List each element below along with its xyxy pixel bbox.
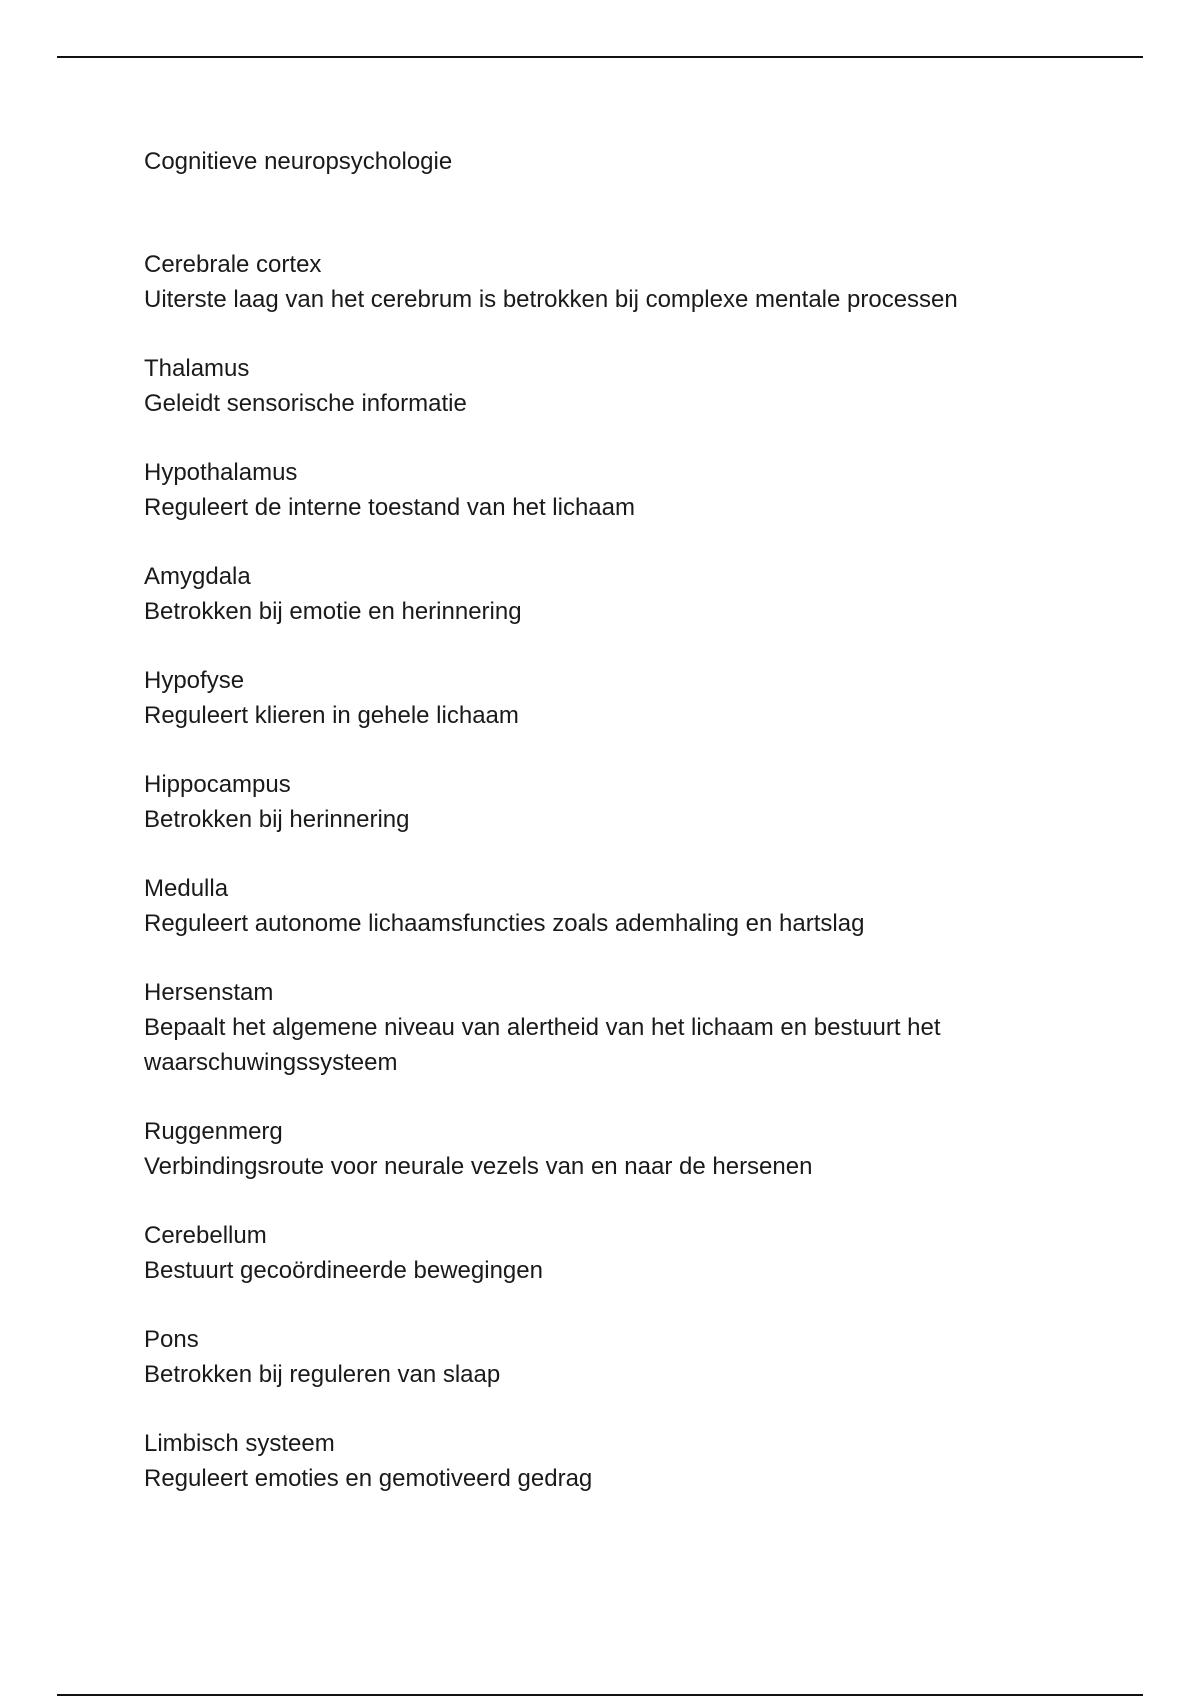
entry-medulla xyxy=(144,871,1044,941)
entry-term: Thalamus xyxy=(144,355,250,382)
document-body xyxy=(144,144,1044,1530)
entry-cerebrale-cortex xyxy=(144,247,1044,317)
entry-definition: Betrokken bij reguleren van slaap xyxy=(144,1361,501,1388)
entry-hersenstam xyxy=(144,975,1044,1080)
entry-term: Cerebrale cortex xyxy=(144,251,322,278)
entry-term: Amygdala xyxy=(144,563,251,590)
bottom-divider xyxy=(57,1694,1143,1696)
entry-ruggenmerg xyxy=(144,1114,1044,1184)
entry-definition: Betrokken bij emotie en herinnering xyxy=(144,598,522,625)
entry-cerebellum xyxy=(144,1218,1044,1288)
entry-definition: Reguleert de interne toestand van het lichaam xyxy=(144,494,635,521)
entry-definition: Uiterste laag van het cerebrum is betrokken bij complexe mentale processen xyxy=(144,286,958,313)
entry-definition: Verbindingsroute voor neurale vezels van en naar de hersenen xyxy=(144,1153,813,1180)
top-divider xyxy=(57,56,1143,58)
entry-pons xyxy=(144,1322,1044,1392)
entry-amygdala xyxy=(144,559,1044,629)
entry-definition: Bepaalt het algemene niveau van alertheid van het lichaam en bestuurt het waarschuwingssysteem xyxy=(144,1014,941,1076)
entry-definition: Betrokken bij herinnering xyxy=(144,806,410,833)
entry-definition: Reguleert emoties en gemotiveerd gedrag xyxy=(144,1465,593,1492)
entry-hippocampus xyxy=(144,767,1044,837)
entry-term: Cerebellum xyxy=(144,1222,267,1249)
entry-term: Medulla xyxy=(144,875,229,902)
entry-definition: Reguleert autonome lichaamsfuncties zoals ademhaling en hartslag xyxy=(144,910,865,937)
entry-limbisch-systeem xyxy=(144,1426,1044,1496)
entry-term: Hersenstam xyxy=(144,979,274,1006)
entry-term: Limbisch systeem xyxy=(144,1430,335,1457)
document-title: Cognitieve neuropsychologie xyxy=(144,148,453,175)
entry-term: Pons xyxy=(144,1326,199,1353)
entry-term: Hypothalamus xyxy=(144,459,298,486)
entry-definition: Bestuurt gecoördineerde bewegingen xyxy=(144,1257,543,1284)
entry-definition: Geleidt sensorische informatie xyxy=(144,390,467,417)
entry-hypofyse xyxy=(144,663,1044,733)
entry-hypothalamus xyxy=(144,455,1044,525)
entry-definition: Reguleert klieren in gehele lichaam xyxy=(144,702,519,729)
entry-term: Hippocampus xyxy=(144,771,291,798)
entry-thalamus xyxy=(144,351,1044,421)
entry-term: Ruggenmerg xyxy=(144,1118,283,1145)
entry-term: Hypofyse xyxy=(144,667,245,694)
